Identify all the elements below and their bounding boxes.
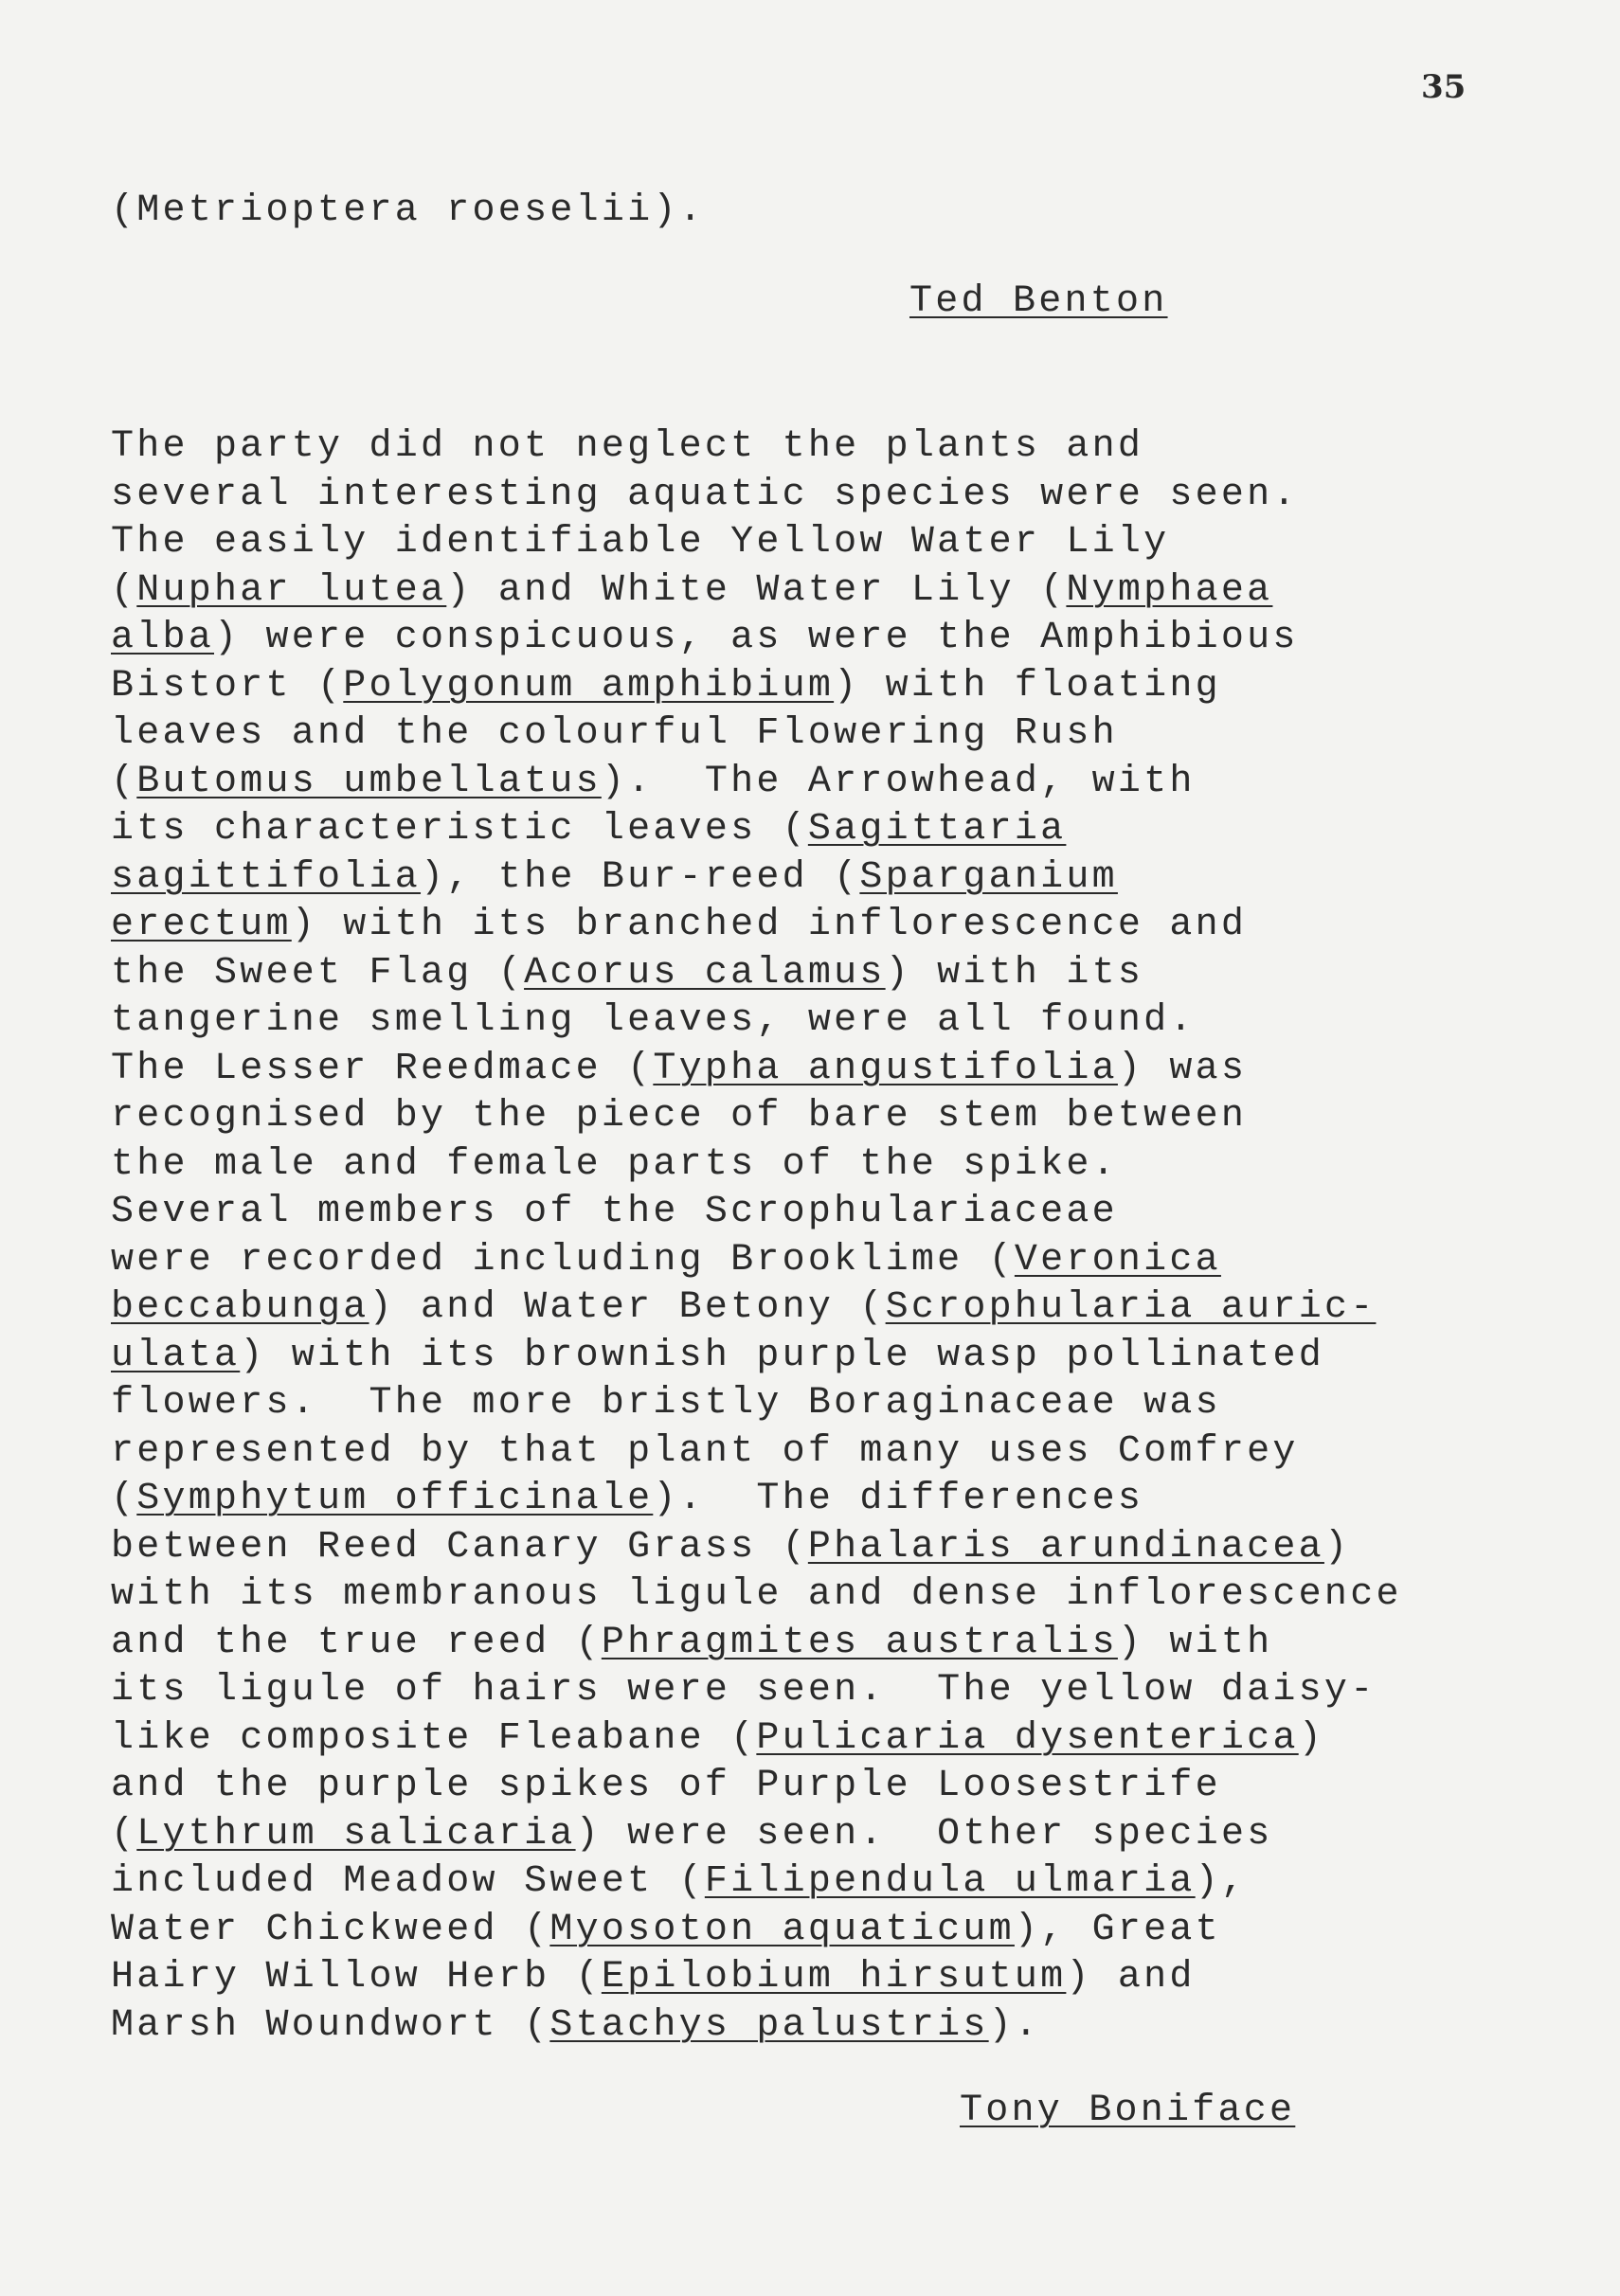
body-line [111,902,1247,949]
text-segment: ), the Bur-reed ( [421,855,860,899]
body-line [111,1284,1376,1332]
text-segment: the Sweet Flag ( [111,951,525,995]
species-name: Nuphar lutea [136,568,447,612]
species-name: Pulicaria dysenterica [756,1716,1299,1760]
body-line [111,950,1143,997]
species-name: Myosoton aquaticum [549,1908,1015,1951]
text-segment: between Reed Canary Grass ( [111,1525,808,1569]
text-segment: ). The Arrowhead, with [601,760,1196,803]
opening-line-text: (Metrioptera roeselii). [111,189,705,232]
body-line [111,1811,1272,1858]
body-line [111,663,1221,710]
species-name: Sparganium [859,855,1118,899]
body-line [111,1524,1350,1571]
text-segment: ). The differences [653,1478,1144,1520]
text-segment: tangerine smelling leaves, were all found. [111,999,1196,1042]
species-name: Filipendula ulmaria [704,1860,1196,1903]
text-segment: ) and [1066,1956,1196,1999]
body-line [111,1333,1324,1380]
body-line [111,1141,1118,1189]
species-name: Typha angustifolia [653,1047,1118,1090]
text-segment: The easily identifiable Yellow Water Lily [111,521,1170,564]
text-segment: ) [1323,1525,1351,1569]
species-name: Polygonum amphibium [343,664,835,708]
text-segment: ) with its branched inflorescence and [291,904,1248,946]
text-segment: Hairy Willow Herb ( [111,1956,602,1999]
text-segment: ( [111,1812,137,1856]
body-line [111,1046,1247,1093]
text-segment: like composite Fleabane ( [111,1716,757,1760]
species-name: Symphytum officinale [136,1478,654,1520]
text-segment: ) with its [885,951,1144,995]
species-name: sagittifolia [111,855,422,899]
author-signature-boniface [960,2090,1295,2132]
body-line [111,567,1272,615]
text-segment: ) was [1117,1047,1248,1090]
author-signature-benton [909,280,1168,323]
text-segment: Water Chickweed ( [111,1908,550,1951]
species-name: Epilobium hirsutum [601,1956,1067,1999]
body-line [111,615,1299,662]
species-name: Scrophularia auric- [885,1286,1377,1329]
body-line [111,1907,1221,1954]
species-name: Butomus umbellatus [136,760,602,803]
species-name: beccabunga [111,1286,369,1329]
author-name: Tony Boniface [960,2090,1296,2132]
species-name: ulata [111,1334,241,1377]
body-line [111,1380,1221,1427]
text-segment: included Meadow Sweet ( [111,1860,705,1903]
text-segment: with its membranous ligule and dense inflorescence [111,1573,1402,1616]
text-segment: ). [988,2003,1041,2047]
text-segment: ( [111,568,137,612]
species-name: Phragmites australis [601,1621,1118,1664]
species-name: Acorus calamus [524,951,886,995]
text-segment: Several members of the Scrophulariaceae [111,1191,1118,1233]
text-segment: were recorded including Brooklime ( [111,1238,1015,1282]
species-name: Nymphaea [1066,568,1273,612]
body-line [111,1476,1143,1523]
page-number: 35 [1421,68,1467,106]
text-segment: Bistort ( [111,664,344,708]
body-line [111,759,1196,806]
body-line [111,423,1143,471]
text-segment: leaves and the colourful Flowering Rush [111,712,1118,755]
text-segment: The Lesser Reedmace ( [111,1047,654,1090]
opening-line [111,188,705,235]
body-line [111,1093,1247,1140]
text-segment: ), [1195,1860,1248,1903]
text-segment: ( [111,760,137,803]
body-line [111,2002,1040,2050]
text-segment: ) with [1117,1621,1273,1664]
text-segment: ) were conspicuous, as were the Amphibious [214,617,1299,659]
species-name: Sagittaria [807,808,1067,851]
species-name: Stachys palustris [549,2003,989,2047]
text-segment: ) [1298,1716,1324,1760]
body-line [111,1763,1221,1810]
text-segment: ) and White Water Lily ( [446,568,1067,612]
text-segment: recognised by the piece of bare stem between [111,1095,1248,1138]
text-segment: ), Great [1014,1908,1221,1951]
body-line [111,806,1066,853]
text-segment: its ligule of hairs were seen. The yellow daisy- [111,1669,1377,1712]
species-name: Phalaris arundinacea [807,1525,1324,1569]
species-name: Veronica [1014,1238,1221,1282]
body-line [111,1715,1324,1763]
species-name: Lythrum salicaria [136,1812,576,1856]
text-segment: its characteristic leaves ( [111,808,808,851]
text-segment: ( [111,1478,137,1520]
body-line [111,1667,1376,1714]
text-segment: and the purple spikes of Purple Loosestrife [111,1765,1221,1807]
body-line [111,1620,1272,1667]
text-segment: The party did not neglect the plants and [111,425,1144,468]
text-segment: several interesting aquatic species were seen. [111,473,1299,516]
text-segment: Marsh Woundwort ( [111,2003,550,2047]
body-line [111,1954,1196,2001]
body-line [111,710,1118,758]
body-line [111,519,1169,566]
text-segment: ) were seen. Other species [575,1812,1273,1856]
body-line [111,1189,1118,1236]
species-name: erectum [111,904,292,946]
species-name: alba [111,617,215,659]
text-segment: represented by that plant of many uses Comfrey [111,1429,1299,1473]
body-line [111,1571,1402,1619]
body-line [111,1428,1299,1476]
text-segment: ) with floating [834,664,1221,708]
author-name: Ted Benton [909,280,1168,323]
text-segment: ) and Water Betony ( [369,1286,886,1329]
text-segment: and the true reed ( [111,1621,602,1664]
body-line [111,472,1299,519]
text-segment: the male and female parts of the spike. [111,1142,1118,1186]
body-line [111,997,1196,1045]
body-line [111,854,1118,902]
body-line [111,1237,1221,1284]
text-segment: ) with its brownish purple wasp pollinated [240,1334,1324,1377]
body-line [111,1858,1247,1906]
text-segment: flowers. The more bristly Boraginaceae was [111,1382,1221,1425]
